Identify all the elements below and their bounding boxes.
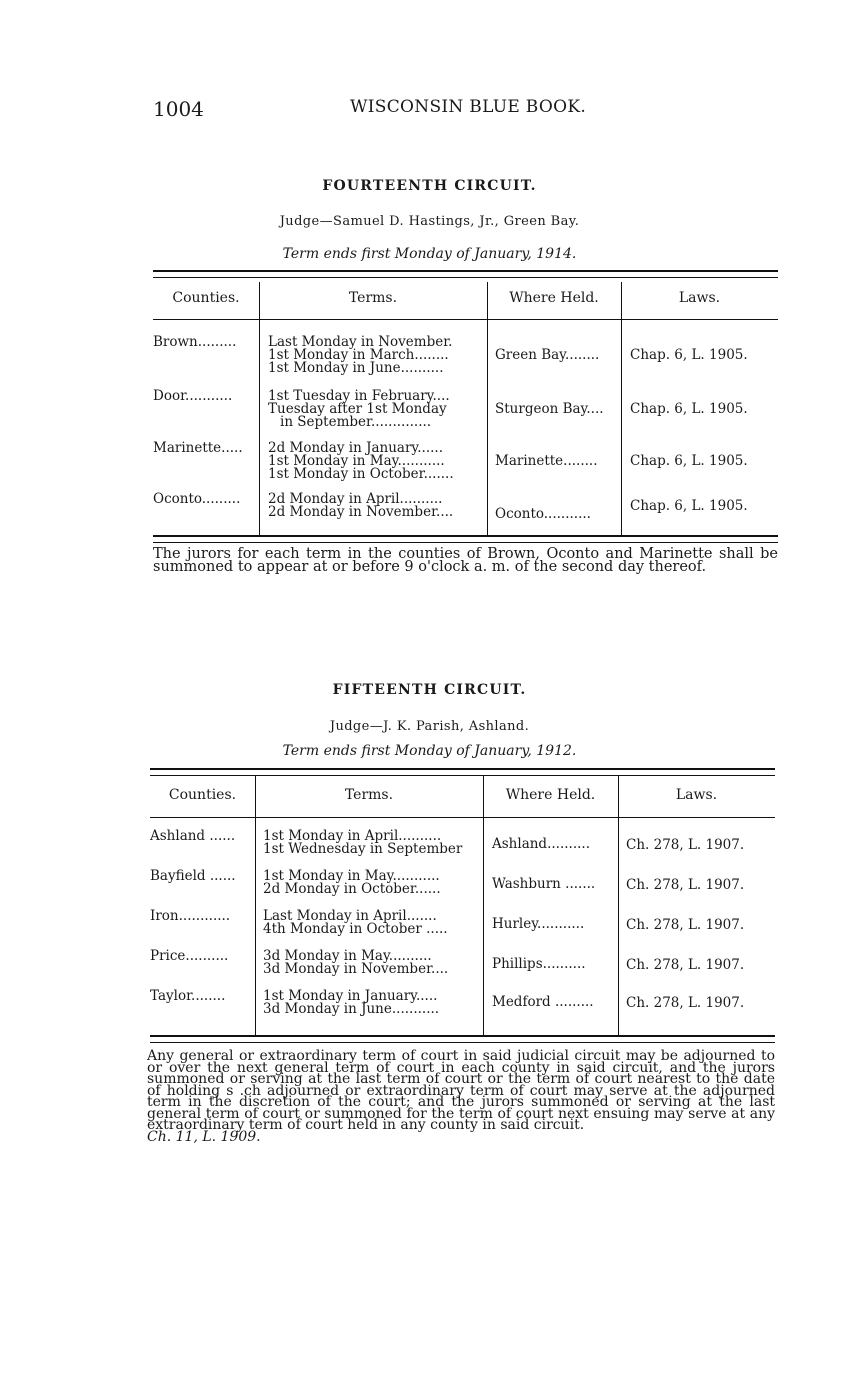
fifteenth-circuit-table (150, 768, 775, 1043)
table-header-rule (150, 817, 775, 818)
term-line: 1st Monday in May........... (263, 868, 440, 884)
term-line: 1st Monday in October....... (268, 466, 454, 482)
column-divider (621, 282, 622, 535)
term-line: 1st Tuesday in February.... (268, 388, 450, 404)
header-laws: Laws. (675, 787, 718, 803)
county-cell: Ashland ...... (150, 828, 236, 844)
laws-cell: Chap. 6, L. 1905. (630, 453, 748, 469)
term-line: 3d Monday in June........... (263, 1001, 440, 1017)
where-held-cell: Sturgeon Bay.... (495, 401, 604, 417)
where-held-cell: Hurley........... (492, 916, 585, 932)
term-line: 4th Monday in October ..... (263, 921, 448, 937)
where-held-cell: Washburn ....... (492, 876, 596, 892)
column-divider (487, 282, 488, 535)
laws-cell: Ch. 278, L. 1907. (626, 995, 745, 1011)
running-title: WISCONSIN BLUE BOOK. (350, 97, 587, 117)
county-cell: Door........... (153, 388, 233, 404)
term-line: 2d Monday in January...... (268, 440, 444, 456)
header-where-held: Where Held. (509, 290, 599, 306)
table-bottom-rule (150, 1035, 775, 1043)
laws-cell: Chap. 6, L. 1905. (630, 498, 748, 514)
header-counties: Counties. (172, 290, 240, 306)
column-divider (618, 776, 619, 1035)
fifteenth-term-ends: Term ends first Monday of January, 1912. (282, 743, 577, 759)
county-cell: Marinette..... (153, 440, 243, 456)
term-line: 1st Monday in June.......... (268, 360, 444, 376)
adjournment-note-text: Any general or extraordinary term of court in said judicial circuit may be adjourned to or over the next general term of court in each county in said circuit, and the jurors summoned or serving at the last term of court or the term of court nearest to the date of holding s .ch adjourned or extraordinary term of court may serve at the adjourned term in the discretion of the court; and the jurors summoned or serving at the last general term of court or summoned for the term of court next ensuing may serve at any extraordinary term of court held in any county in said circuit. (147, 1048, 775, 1133)
term-line: 1st Monday in March........ (268, 347, 449, 363)
fourteenth-circuit-table (153, 270, 778, 545)
column-divider (483, 776, 484, 1035)
fifteenth-judge: Judge—J. K. Parish, Ashland. (329, 719, 530, 734)
table-bottom-rule (153, 535, 778, 543)
term-line: Tuesday after 1st Monday (268, 401, 447, 417)
where-held-cell: Green Bay........ (495, 347, 600, 363)
term-line: 2d Monday in October...... (263, 881, 441, 897)
where-held-cell: Marinette........ (495, 453, 598, 469)
term-line: Last Monday in November. (268, 334, 453, 350)
term-line: 2d Monday in April.......... (268, 491, 443, 507)
where-held-cell: Ashland.......... (492, 836, 590, 852)
laws-cell: Chap. 6, L. 1905. (630, 401, 748, 417)
county-cell: Brown......... (153, 334, 237, 350)
where-held-cell: Medford ......... (492, 994, 594, 1010)
laws-cell: Ch. 278, L. 1907. (626, 917, 745, 933)
county-cell: Taylor........ (150, 988, 226, 1004)
header-counties: Counties. (168, 787, 237, 803)
fourteenth-judge: Judge—Samuel D. Hastings, Jr., Green Bay. (279, 214, 580, 229)
term-line: 1st Monday in April.......... (263, 828, 442, 844)
laws-cell: Ch. 278, L. 1907. (626, 877, 745, 893)
term-line: 1st Wednesday in September (263, 841, 463, 857)
where-held-cell: Phillips.......... (492, 956, 586, 972)
table-top-rule (153, 270, 778, 278)
header-where-held: Where Held. (505, 787, 596, 803)
column-divider (259, 282, 260, 535)
county-cell: Oconto......... (153, 491, 241, 507)
fourteenth-circuit-title: FOURTEENTH CIRCUIT. (322, 178, 537, 194)
page-number: 1004 (153, 97, 204, 121)
term-line: 3d Monday in May.......... (263, 948, 432, 964)
term-line: 1st Monday in May........... (268, 453, 445, 469)
term-line: Last Monday in April....... (263, 908, 437, 924)
laws-cell: Ch. 278, L. 1907. (626, 837, 745, 853)
adjournment-citation: Ch. 11, L. 1909. (147, 1128, 261, 1145)
where-held-cell: Oconto........... (495, 506, 591, 522)
header-terms: Terms. (348, 290, 398, 306)
term-line: 2d Monday in November.... (268, 504, 454, 520)
fifteenth-circuit-title: FIFTEENTH CIRCUIT. (332, 682, 527, 698)
term-line: 3d Monday in November.... (263, 961, 449, 977)
column-divider (255, 776, 256, 1035)
fourteenth-term-ends: Term ends first Monday of January, 1914. (282, 246, 577, 262)
table-header-rule (153, 319, 778, 320)
header-laws: Laws. (678, 290, 721, 306)
laws-cell: Chap. 6, L. 1905. (630, 347, 748, 363)
fifteenth-adjournment-note (147, 1048, 775, 1145)
county-cell: Bayfield ...... (150, 868, 236, 884)
county-cell: Price.......... (150, 948, 229, 964)
header-terms: Terms. (344, 787, 394, 803)
laws-cell: Ch. 278, L. 1907. (626, 957, 745, 973)
term-line: in September.............. (280, 414, 432, 430)
county-cell: Iron............ (150, 908, 231, 924)
term-line: 1st Monday in January..... (263, 988, 438, 1004)
fourteenth-jurors-note: The jurors for each term in the counties of Brown, Oconto and Marinette shall be summoned to appear at or before 9 o'clock a. m. of the second day thereof. (153, 546, 778, 575)
table-top-rule (150, 768, 775, 776)
